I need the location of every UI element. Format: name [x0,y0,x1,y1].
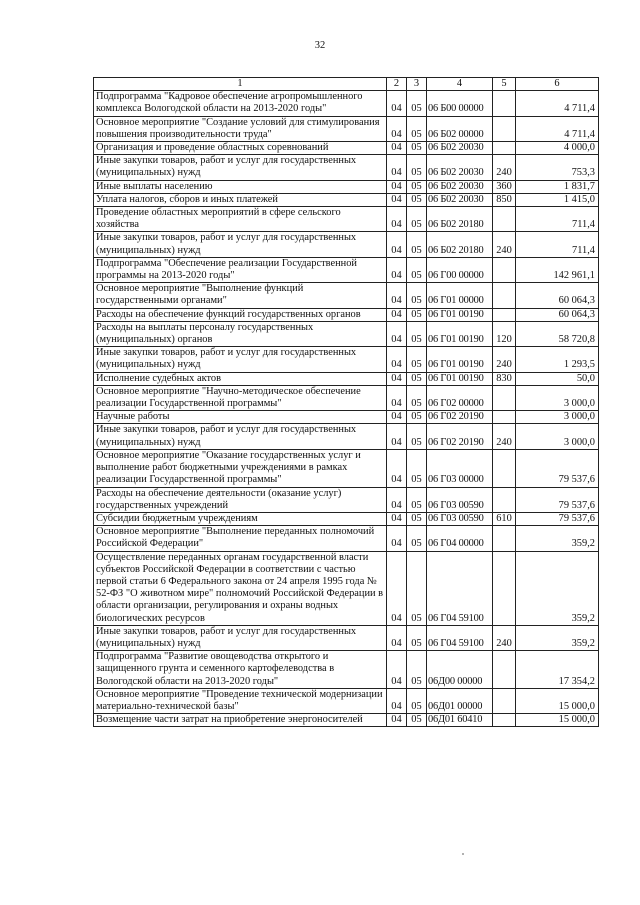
header-col-6: 6 [516,78,599,91]
row-amount: 17 354,2 [516,651,599,689]
row-name: Основное мероприятие "Оказание государственных услуг и выполнение работ бюджетными учреждениями в рамках реализации Государственной программы" [94,449,387,487]
table-row [94,526,599,551]
header-col-5: 5 [493,78,516,91]
row-expense-type [493,308,516,321]
row-subsection: 05 [407,688,427,713]
row-target-code: 06 Г01 00000 [427,283,493,308]
row-subsection: 05 [407,449,427,487]
row-name: Подпрограмма "Кадровое обеспечение агропромышленного комплекса Вологодской области на 2013-2020 годы" [94,91,387,116]
row-amount: 359,2 [516,551,599,625]
row-expense-type [493,551,516,625]
row-subsection: 05 [407,91,427,116]
row-section: 04 [387,308,407,321]
row-subsection: 05 [407,714,427,727]
table-row [94,116,599,141]
table-row [94,424,599,449]
row-name: Расходы на обеспечение функций государственных органов [94,308,387,321]
row-expense-type: 830 [493,372,516,385]
row-section: 04 [387,180,407,193]
budget-table [93,77,599,727]
row-subsection: 05 [407,180,427,193]
row-amount: 711,4 [516,232,599,257]
row-expense-type [493,257,516,282]
row-name: Подпрограмма "Развитие овощеводства открытого и защищенного грунта и семенного картофелеводства в Вологодской области на 2013-2020 годы" [94,651,387,689]
row-section: 04 [387,714,407,727]
row-target-code: 06 Г03 00590 [427,487,493,512]
row-section: 04 [387,526,407,551]
row-expense-type: 240 [493,347,516,372]
row-target-code: 06 Г02 20190 [427,424,493,449]
header-col-4: 4 [427,78,493,91]
row-amount: 3 000,0 [516,385,599,410]
row-amount: 15 000,0 [516,688,599,713]
table-row [94,551,599,625]
row-name: Основное мероприятие "Выполнение функций государственными органами" [94,283,387,308]
table-row [94,207,599,232]
table-row [94,180,599,193]
row-section: 04 [387,424,407,449]
row-name: Иные выплаты населению [94,180,387,193]
table-row [94,321,599,346]
table-row [94,512,599,525]
row-subsection: 05 [407,207,427,232]
row-target-code: 06 Б02 20030 [427,180,493,193]
row-subsection: 05 [407,512,427,525]
row-target-code: 06 Б02 00000 [427,116,493,141]
row-expense-type: 360 [493,180,516,193]
row-expense-type [493,116,516,141]
row-expense-type [493,487,516,512]
table-row [94,91,599,116]
table-row [94,232,599,257]
row-name: Научные работы [94,411,387,424]
row-amount: 15 000,0 [516,714,599,727]
row-subsection: 05 [407,193,427,206]
row-amount: 1 415,0 [516,193,599,206]
row-subsection: 05 [407,487,427,512]
row-subsection: 05 [407,385,427,410]
row-expense-type [493,283,516,308]
row-amount: 58 720,8 [516,321,599,346]
row-target-code: 06 Г01 00190 [427,372,493,385]
row-section: 04 [387,688,407,713]
row-subsection: 05 [407,651,427,689]
row-subsection: 05 [407,257,427,282]
row-target-code: 06Д01 00000 [427,688,493,713]
table-row [94,688,599,713]
row-subsection: 05 [407,232,427,257]
row-subsection: 05 [407,526,427,551]
row-amount: 1 831,7 [516,180,599,193]
row-target-code: 06 Г02 20190 [427,411,493,424]
row-name: Проведение областных мероприятий в сфере сельского хозяйства [94,207,387,232]
scan-speck [462,853,464,855]
row-section: 04 [387,625,407,650]
row-section: 04 [387,372,407,385]
row-amount: 1 293,5 [516,347,599,372]
row-subsection: 05 [407,142,427,155]
row-target-code: 06 Г04 00000 [427,526,493,551]
row-subsection: 05 [407,372,427,385]
row-subsection: 05 [407,347,427,372]
table-row [94,487,599,512]
row-name: Иные закупки товаров, работ и услуг для государственных (муниципальных) нужд [94,347,387,372]
row-subsection: 05 [407,308,427,321]
row-target-code: 06Д01 60410 [427,714,493,727]
row-expense-type [493,142,516,155]
row-expense-type: 240 [493,625,516,650]
row-target-code: 06 Б00 00000 [427,91,493,116]
row-target-code: 06 Г04 59100 [427,551,493,625]
row-section: 04 [387,487,407,512]
row-name: Основное мероприятие "Научно-методическое обеспечение реализации Государственной программы" [94,385,387,410]
row-section: 04 [387,551,407,625]
row-subsection: 05 [407,625,427,650]
row-expense-type: 240 [493,424,516,449]
row-section: 04 [387,142,407,155]
row-name: Основное мероприятие "Проведение технической модернизации материально-технической базы" [94,688,387,713]
row-target-code: 06 Г02 00000 [427,385,493,410]
row-expense-type [493,91,516,116]
table-row [94,714,599,727]
row-amount: 753,3 [516,155,599,180]
row-expense-type: 240 [493,155,516,180]
row-expense-type [493,207,516,232]
table-row [94,385,599,410]
row-subsection: 05 [407,411,427,424]
header-col-2: 2 [387,78,407,91]
row-name: Осуществление переданных органам государственной власти субъектов Российской Федерации в соответствии с частью первой статьи 6 Федерального закона от 24 апреля 1995 года № 52-ФЗ "О животном мире" полномочий Российской Федерации в области организации, регулирования и охраны водных биологических ресурсов [94,551,387,625]
row-amount: 359,2 [516,526,599,551]
row-amount: 79 537,6 [516,487,599,512]
row-name: Расходы на обеспечение деятельности (оказание услуг) государственных учреждений [94,487,387,512]
row-expense-type [493,526,516,551]
table-header-row [94,78,599,91]
row-section: 04 [387,385,407,410]
row-amount: 711,4 [516,207,599,232]
page-number: 32 [314,40,326,51]
row-target-code: 06 Г01 00190 [427,308,493,321]
row-name: Иные закупки товаров, работ и услуг для государственных (муниципальных) нужд [94,424,387,449]
row-section: 04 [387,651,407,689]
row-amount: 3 000,0 [516,411,599,424]
row-subsection: 05 [407,551,427,625]
row-target-code: 06 Г00 00000 [427,257,493,282]
table-row [94,257,599,282]
row-amount: 142 961,1 [516,257,599,282]
row-name: Иные закупки товаров, работ и услуг для государственных (муниципальных) нужд [94,625,387,650]
row-expense-type [493,411,516,424]
header-col-1: 1 [94,78,387,91]
row-name: Возмещение части затрат на приобретение энергоносителей [94,714,387,727]
row-amount: 60 064,3 [516,308,599,321]
row-section: 04 [387,283,407,308]
row-expense-type: 850 [493,193,516,206]
table-row [94,625,599,650]
row-amount: 50,0 [516,372,599,385]
row-target-code: 06 Б02 20030 [427,142,493,155]
row-expense-type [493,449,516,487]
row-expense-type [493,385,516,410]
table-row [94,283,599,308]
row-section: 04 [387,116,407,141]
row-name: Подпрограмма "Обеспечение реализации Государственной программы на 2013-2020 годы" [94,257,387,282]
row-name: Расходы на выплаты персоналу государственных (муниципальных) органов [94,321,387,346]
row-subsection: 05 [407,424,427,449]
row-name: Иные закупки товаров, работ и услуг для государственных (муниципальных) нужд [94,155,387,180]
table-row [94,308,599,321]
row-section: 04 [387,411,407,424]
table-row [94,372,599,385]
row-expense-type: 240 [493,232,516,257]
row-subsection: 05 [407,116,427,141]
header-col-3: 3 [407,78,427,91]
row-expense-type [493,688,516,713]
row-expense-type [493,714,516,727]
row-section: 04 [387,155,407,180]
row-subsection: 05 [407,155,427,180]
row-name: Иные закупки товаров, работ и услуг для государственных (муниципальных) нужд [94,232,387,257]
row-target-code: 06 Б02 20030 [427,155,493,180]
table-row [94,193,599,206]
row-amount: 4 711,4 [516,116,599,141]
table-row [94,155,599,180]
row-amount: 359,2 [516,625,599,650]
row-name: Основное мероприятие "Выполнение переданных полномочий Российской Федерации" [94,526,387,551]
row-target-code: 06 Г03 00000 [427,449,493,487]
row-amount: 79 537,6 [516,512,599,525]
row-expense-type: 120 [493,321,516,346]
row-target-code: 06 Г01 00190 [427,321,493,346]
table-row [94,347,599,372]
row-target-code: 06 Б02 20030 [427,193,493,206]
row-section: 04 [387,232,407,257]
row-subsection: 05 [407,283,427,308]
row-target-code: 06Д00 00000 [427,651,493,689]
table-row [94,651,599,689]
row-section: 04 [387,512,407,525]
row-expense-type [493,651,516,689]
row-section: 04 [387,207,407,232]
row-amount: 79 537,6 [516,449,599,487]
row-expense-type: 610 [493,512,516,525]
row-section: 04 [387,193,407,206]
row-amount: 60 064,3 [516,283,599,308]
row-target-code: 06 Г04 59100 [427,625,493,650]
table-row [94,142,599,155]
row-section: 04 [387,449,407,487]
row-subsection: 05 [407,321,427,346]
row-section: 04 [387,347,407,372]
row-name: Исполнение судебных актов [94,372,387,385]
row-target-code: 06 Г03 00590 [427,512,493,525]
row-section: 04 [387,321,407,346]
table-row [94,411,599,424]
row-section: 04 [387,91,407,116]
row-section: 04 [387,257,407,282]
row-name: Организация и проведение областных соревнований [94,142,387,155]
row-amount: 4 000,0 [516,142,599,155]
row-target-code: 06 Б02 20180 [427,207,493,232]
row-amount: 4 711,4 [516,91,599,116]
row-target-code: 06 Б02 20180 [427,232,493,257]
row-name: Основное мероприятие "Создание условий для стимулирования повышения производительности труда" [94,116,387,141]
row-amount: 3 000,0 [516,424,599,449]
row-name: Субсидии бюджетным учреждениям [94,512,387,525]
row-target-code: 06 Г01 00190 [427,347,493,372]
row-name: Уплата налогов, сборов и иных платежей [94,193,387,206]
table-row [94,449,599,487]
